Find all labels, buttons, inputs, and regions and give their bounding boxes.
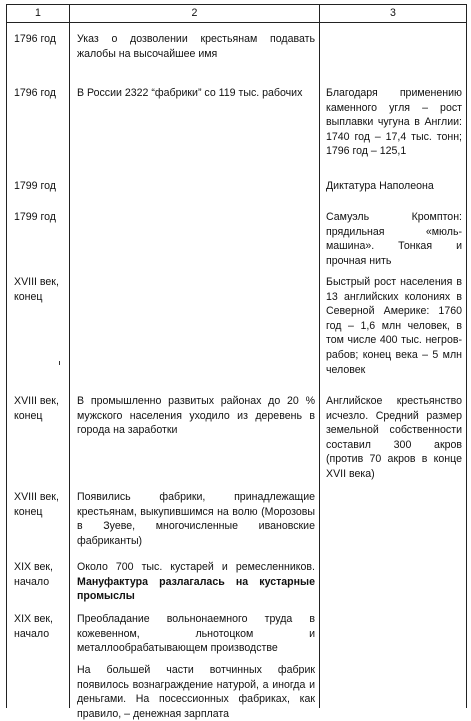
date-cell: XIX век, начало [14,613,53,640]
event-text: В промышленно развитых районах до 20 % мужского населения уходило из деревень в города на заработки [77,395,315,437]
date-cell: 1796 год [14,87,56,99]
event-text: Указ о дозволении крестьянам подавать жалобы на высочайшее имя [77,33,315,60]
table-header-row [7,5,467,23]
event-text: Около 700 тыс. кустарей и ремесленников. [77,561,315,573]
note-text: Английское крестьянство исчезло. Средний размер земельной собственности составил 300 акров (против 70 акров в конце XVII века) [326,395,462,480]
event-text: В России 2322 “фабрики” со 119 тыс. рабочих [77,87,303,99]
dates-column [7,23,70,709]
note-text: Быстрый рост населения в 13 английских колониях в Северной Америке: 1760 год – 1,6 млн человек, в том числе 400 тыс. негров-рабов; конец века – 5 млн человек [326,276,462,376]
stray-mark [59,361,60,365]
event-text: Преобладание вольнонаемного труда в кожевенном, льнотоцком и металлообрабатывающем производстве [77,613,315,655]
event-text: Появились фабрики, принадлежащие крестьянам, выкупившимся на волю (Морозовы в Зуеве, многочисленные ивановские фабриканты) [77,491,315,547]
date-cell: XVIII век, конец [14,491,59,518]
event-text-block [70,560,319,604]
date-cell: XIX век, начало [14,561,53,588]
table-body-row [7,23,467,709]
note-text: Благодаря применению каменного угля – рост выплавки чугуна в Англии: 1740 год – 17,4 тыс. тонн; 1796 год – 125,1 [326,87,462,158]
date-cell: 1799 год [14,180,56,192]
event-text: На большей части вотчинных фабрик появилось вознаграждение натурой, а иногда и деньгами. На посессионных фабриках, как правило, – денежная зарплата [77,664,315,720]
note-text: Диктатура Наполеона [326,180,434,192]
chronology-table [6,4,467,720]
note-text: Самуэль Кромптон: прядильная «мюль-машина». Тонкая и прочная нить [326,211,462,267]
date-cell: XVIII век, конец [14,395,59,422]
events-column [70,23,320,720]
header-col-2: 2 [70,5,320,23]
date-cell: 1799 год [14,211,56,223]
header-col-1: 1 [7,5,70,23]
event-text-bold: Мануфактура разлагалась на кустарные промыслы [77,575,315,603]
date-cell: XVIII век, конец [14,276,59,303]
date-cell: 1796 год [14,33,56,45]
world-events-column [320,23,467,709]
history-table-page [6,4,466,720]
header-col-3: 3 [320,5,467,23]
